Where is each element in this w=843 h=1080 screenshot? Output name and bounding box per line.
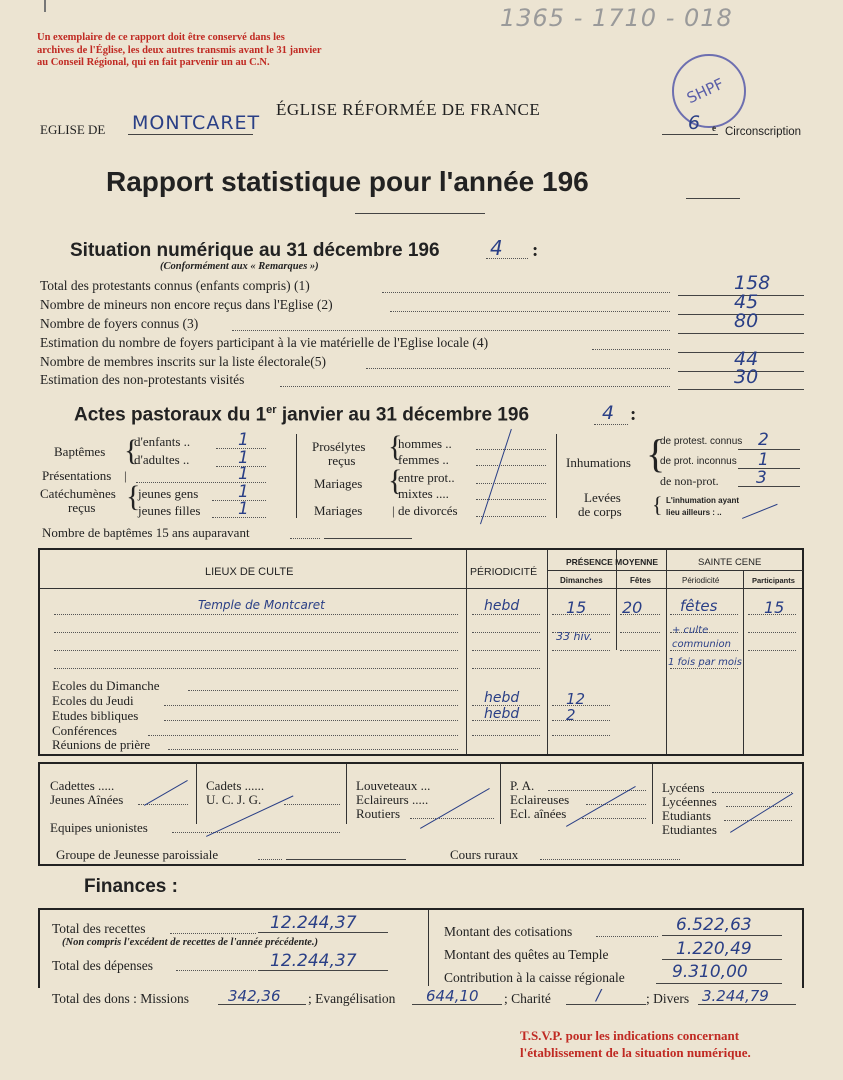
culte-sc-periodicite: + culte communion bbox=[672, 625, 732, 650]
inhumation-note: L'inhumation ayant bbox=[666, 496, 740, 505]
jeunesse-item: Lycéennes bbox=[662, 794, 717, 809]
situation-row-label: Estimation du nombre de foyers participant à la vie matérielle de l'Eglise locale (4) bbox=[40, 335, 489, 350]
caisse-value: 9.310,00 bbox=[672, 962, 748, 982]
brace: { bbox=[126, 480, 141, 513]
situation-row-label: Total des protestants connus (enfants compris) (1) bbox=[40, 278, 310, 293]
prot-inconnus-label: de prot. inconnus bbox=[660, 456, 737, 467]
cotisations-label: Montant des cotisations bbox=[444, 924, 573, 939]
h-per2: Périodicité bbox=[682, 576, 720, 585]
situation-row-value: 44 bbox=[734, 348, 759, 370]
culte-sub-dimanches: 12 bbox=[566, 690, 586, 708]
divers-value: 3.244,79 bbox=[702, 987, 769, 1005]
culte-dimanches: 15 bbox=[566, 598, 587, 617]
h-lieux: LIEUX DE CULTE bbox=[205, 566, 294, 578]
recettes-value: 12.244,37 bbox=[270, 913, 357, 933]
jeunes-filles-label: jeunes filles bbox=[138, 503, 201, 518]
brace: { bbox=[124, 434, 139, 467]
catechumenes-recus: reçus bbox=[68, 500, 96, 515]
jeunesse-item: Eclaireuses bbox=[510, 792, 570, 807]
colon: : bbox=[630, 404, 637, 425]
title-ornament bbox=[355, 213, 485, 214]
culte-sc-periodicite: 1 fois par mois bbox=[668, 657, 742, 668]
proselytes-label: Prosélytes bbox=[312, 439, 366, 454]
situation-subtitle: (Conformément aux « Remarques ») bbox=[160, 261, 319, 272]
situation-row-label: Nombre de mineurs non encore reçus dans l'Eglise (2) bbox=[40, 297, 333, 312]
circ-suffix: e bbox=[712, 123, 716, 133]
finances-title: Finances : bbox=[84, 876, 178, 897]
shpf-stamp bbox=[672, 54, 746, 128]
protest-connus-value: 2 bbox=[758, 430, 769, 450]
enfants-label: d'enfants .. bbox=[134, 434, 191, 449]
culte-sub-periodicite: hebd bbox=[484, 690, 520, 706]
jeunesse-item: Louveteaux ... bbox=[356, 778, 431, 793]
h-participants: Participants bbox=[752, 576, 795, 585]
church-name: MONTCARET bbox=[132, 112, 261, 134]
situation-row-value: 158 bbox=[734, 272, 771, 294]
divorces-label: de divorcés bbox=[398, 503, 458, 518]
actes-title-pre: Actes pastoraux du 1 bbox=[74, 404, 267, 426]
evang-value: 644,10 bbox=[426, 987, 479, 1005]
culte-periodicite: hebd bbox=[484, 598, 520, 614]
actes-title-post: janvier au 31 décembre 196 bbox=[276, 404, 530, 426]
groupe-label: Groupe de Jeunesse paroissiale bbox=[56, 847, 219, 862]
brace: { bbox=[388, 430, 403, 463]
protest-connus-label: de protest. connus bbox=[660, 436, 743, 447]
culte-dimanches: 33 hiv. bbox=[556, 630, 593, 643]
situation-title: Situation numérique au 31 décembre 196 bbox=[70, 240, 440, 261]
stamp-text: SHPF bbox=[683, 74, 727, 108]
church-label: EGLISE DE bbox=[40, 122, 106, 137]
colon: : bbox=[532, 240, 539, 261]
circ-label: Circonscription bbox=[725, 126, 802, 138]
situation-row-value: 30 bbox=[734, 366, 759, 388]
depenses-label: Total des dépenses bbox=[52, 958, 154, 973]
bar: | bbox=[124, 468, 127, 483]
h-sainte: SAINTE CENE bbox=[698, 557, 762, 568]
presentations-value: 1 bbox=[238, 464, 249, 484]
jeunesse-item: Etudiants bbox=[662, 808, 712, 823]
charite-value: / bbox=[596, 986, 602, 1004]
non-prot-value: 3 bbox=[756, 468, 767, 488]
culte-sub-dimanches: 2 bbox=[566, 706, 576, 724]
proselytes-recus: reçus bbox=[328, 453, 356, 468]
situation-row-value: 80 bbox=[734, 310, 759, 332]
inhumations-label: Inhumations bbox=[566, 455, 631, 470]
recettes-note: (Non compris l'excédent de recettes de l'année précédente.) bbox=[62, 937, 319, 948]
bar: | bbox=[392, 503, 395, 518]
mariages-label: Mariages bbox=[314, 476, 363, 491]
org-title: ÉGLISE RÉFORMÉE DE FRANCE bbox=[276, 100, 541, 119]
cours-label: Cours ruraux bbox=[450, 847, 519, 862]
baptemes-label: Baptêmes bbox=[54, 444, 106, 459]
situation-row-label: Nombre de foyers connus (3) bbox=[40, 316, 199, 331]
jeunes-gens-value: 1 bbox=[238, 482, 249, 502]
baptemes-15-label: Nombre de baptêmes 15 ans auparavant bbox=[42, 525, 250, 540]
h-periodicite: PÉRIODICITÉ bbox=[470, 566, 538, 578]
jeunesse-item: Etudiantes bbox=[662, 822, 717, 837]
brace: { bbox=[652, 492, 663, 517]
strike-line bbox=[480, 429, 512, 524]
catechumenes-label: Catéchumènes bbox=[40, 486, 116, 501]
jeunesse-item: Cadets ...... bbox=[206, 778, 265, 793]
culte-fetes: 20 bbox=[622, 598, 643, 617]
jeunesse-item: Ecl. aînées bbox=[510, 806, 567, 821]
strike-line bbox=[742, 504, 778, 519]
mixtes-label: mixtes .... bbox=[398, 486, 449, 501]
jeunes-gens-label: jeunes gens bbox=[138, 486, 199, 501]
caisse-label: Contribution à la caisse régionale bbox=[444, 970, 625, 985]
h-presence: PRÉSENCE MOYENNE bbox=[566, 557, 659, 567]
jeunes-filles-value: 1 bbox=[238, 499, 249, 519]
staple-mark bbox=[44, 0, 46, 12]
de-corps-label: de corps bbox=[578, 504, 622, 519]
jeunesse-item: U. C. J. G. bbox=[206, 792, 262, 807]
culte-sub-label: Etudes bibliques bbox=[52, 708, 139, 723]
situation-year: 4 bbox=[490, 236, 503, 260]
depenses-value: 12.244,37 bbox=[270, 951, 357, 971]
culte-sub-label: Réunions de prière bbox=[52, 737, 151, 752]
adultes-label: d'adultes .. bbox=[134, 452, 190, 467]
actes-title-sup: er bbox=[266, 404, 277, 416]
brace: { bbox=[388, 464, 403, 497]
situation-row-label: Nombre de membres inscrits sur la liste électorale(5) bbox=[40, 354, 327, 369]
jeunesse-item: P. A. bbox=[510, 778, 535, 793]
jeunesse-item: Cadettes ..... bbox=[50, 778, 115, 793]
archive-reference: 1365 - 1710 - 018 bbox=[500, 4, 733, 32]
prot-inconnus-value: 1 bbox=[758, 450, 769, 470]
culte-participants: 15 bbox=[764, 598, 785, 617]
jeunesse-item: Jeunes Aînées bbox=[50, 792, 124, 807]
h-dimanches: Dimanches bbox=[560, 576, 603, 585]
inhumation-note: lieu ailleurs : .. bbox=[666, 508, 722, 517]
h-fetes: Fêtes bbox=[630, 576, 651, 585]
notice-line: archives de l'Église, les deux autres transmis avant le 31 janvier bbox=[37, 44, 322, 56]
circ-number: 6 bbox=[688, 112, 701, 134]
dons-label: Total des dons : Missions bbox=[52, 991, 190, 1006]
notice-line: Un exemplaire de ce rapport doit être conservé dans les bbox=[37, 32, 285, 43]
situation-row-value: 45 bbox=[734, 291, 759, 313]
divers-label: ; Divers bbox=[646, 991, 690, 1006]
footer-line: l'établissement de la situation numérique. bbox=[520, 1045, 751, 1060]
culte-sub-label: Ecoles du Dimanche bbox=[52, 678, 160, 693]
non-prot-label: de non-prot. bbox=[660, 474, 719, 488]
jeunesse-item: Routiers bbox=[356, 806, 401, 821]
culte-sub-periodicite: hebd bbox=[484, 706, 520, 722]
cotisations-value: 6.522,63 bbox=[676, 915, 752, 935]
recettes-label: Total des recettes bbox=[52, 921, 146, 936]
culte-lieu: Temple de Montcaret bbox=[198, 598, 325, 612]
notice-line: au Conseil Régional, qui en fait parvenir un au C.N. bbox=[37, 57, 270, 68]
entre-prot-label: entre prot.. bbox=[398, 470, 455, 485]
femmes-label: femmes .. bbox=[398, 452, 449, 467]
levees-label: Levées bbox=[584, 490, 621, 505]
quetes-value: 1.220,49 bbox=[676, 939, 752, 959]
culte-sub-label: Conférences bbox=[52, 723, 117, 738]
quetes-label: Montant des quêtes au Temple bbox=[444, 947, 609, 962]
report-title: Rapport statistique pour l'année 196 bbox=[106, 166, 589, 197]
jeunesse-item: Eclaireurs ..... bbox=[356, 792, 429, 807]
culte-sc-periodicite: fêtes bbox=[680, 597, 718, 615]
culte-sub-label: Ecoles du Jeudi bbox=[52, 693, 134, 708]
mariages2-label: Mariages bbox=[314, 503, 363, 518]
hommes-label: hommes .. bbox=[398, 436, 452, 451]
footer-line: T.S.V.P. pour les indications concernant bbox=[520, 1028, 740, 1043]
adultes-value: 1 bbox=[238, 448, 249, 468]
presentations-label: Présentations bbox=[42, 468, 112, 483]
equipes-label: Equipes unionistes bbox=[50, 820, 148, 835]
brace: { bbox=[646, 431, 666, 476]
jeunesse-item: Lycéens bbox=[662, 780, 705, 795]
notice-text bbox=[37, 32, 322, 70]
missions-value: 342,36 bbox=[228, 987, 281, 1005]
actes-year: 4 bbox=[602, 402, 615, 424]
enfants-value: 1 bbox=[238, 430, 249, 450]
situation-row-label: Estimation des non-protestants visités bbox=[40, 372, 245, 387]
evang-label: ; Evangélisation bbox=[308, 991, 396, 1006]
charite-label: ; Charité bbox=[504, 991, 551, 1006]
footer-note bbox=[520, 1027, 751, 1061]
actes-title bbox=[74, 404, 529, 426]
